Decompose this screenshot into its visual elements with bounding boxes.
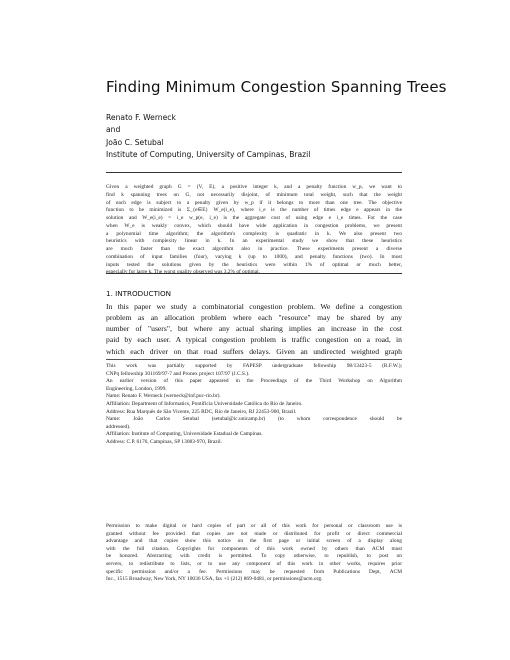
author-name: João C. Setubal (106, 137, 164, 147)
footnote-line: Affiliation: Institute of Computing, Universidade Estadual de Campinas. (106, 431, 263, 438)
abstract (106, 184, 402, 277)
permission-line: specific permission and/or a fee. Permissions may be requested from Publications Dept, ACM (106, 568, 402, 575)
permission-line: with the full citation. Copyrights for components of this work owned by others than ACM must (106, 545, 402, 552)
intro-line: In this paper we study a combinatorial congestion problem. We define a congestion (106, 302, 402, 311)
abstract-line: Given a weighted graph G = (V, E), a positive integer k, and a penalty function w_p, we want to (106, 184, 402, 190)
intro-line: which each driver on that road suffers delays. Given an undirected weighted graph (106, 346, 402, 356)
abstract-line: of each edge is subject to a penalty given by w_p if it belongs to more than one tree. The objective (106, 199, 402, 206)
abstract-bottom-rule (106, 273, 402, 274)
abstract-line: heuristics with complexity linear in k. In an experimental study we show that these heuristics (106, 238, 402, 245)
footnote-line: Address: Rua Marquês de São Vicente, 225 RDC, Rio de Janeiro, RJ 22453-900, Brazil. (106, 408, 297, 415)
footnote-line: Name: João Carlos Setubal (setubal@ic.unicamp.br) (to whom correspondence should be (106, 416, 402, 423)
permission-line: be honored. Abstracting with credit is permitted. To copy otherwise, to republish, to post on (106, 553, 402, 560)
footnote-line: CNPq fellowship 301169/97-7 and Pronex project 107/97 (J.C.S.). (106, 370, 250, 377)
abstract-line: find k spanning trees on G, not necessarily disjoint, of minimum total weight, such that the weight (106, 191, 402, 198)
abstract-line: are much faster than the exact algorithm also in practice. These experiments present a diverse (106, 246, 402, 252)
footnote-rule (106, 359, 402, 360)
abstract-line: solution and W_e(i_e) = i_e w_p(e, i_e) is the aggregate cost of using edge e i_e times. For the case (106, 215, 402, 221)
intro-line: number of "users", but where any actual sharing implies an increase in the cost (106, 324, 402, 334)
introduction-text (106, 301, 402, 357)
abstract-line: function to be minimized is Σ_{e∈E} W_e(i_e), where i_e is the number of times edge e appears in the (106, 207, 402, 214)
author-block (106, 112, 310, 162)
permission-line: Inc., 1515 Broadway, New York, NY 10036 USA, fax +1 (212) 869-0481, or permissions@acm.org. (106, 576, 323, 583)
abstract-line: inputs tested the solutions given by the heuristics were within 1% of optimal or much better, (106, 261, 402, 268)
footnote-line: An earlier version of this paper appeared in the Proceedings of the Third Workshop on Algorithm (106, 378, 402, 385)
footnote-line: Engineering, London, 1999. (106, 385, 167, 392)
permission-line: Permission to make digital or hard copies of part or all of this work for personal or classroom use is (106, 523, 402, 529)
abstract-line: especially for large k. The worst quality observed was 3.2% of optimal. (106, 269, 260, 276)
footnote-line: Affiliation: Department of Informatics, Pontifícia Universidade Católica do Rio de Janeiro. (106, 400, 303, 407)
author-name: Renato F. Werneck (106, 113, 176, 122)
intro-line: paid by each user. A typical congestion problem is traffic congestion on a road, in (106, 335, 402, 345)
author-conjunction: and (106, 125, 121, 135)
abstract-line: when W_e is weakly convex, which should have wide application in congestion problems, we present (106, 222, 402, 229)
abstract-top-rule (106, 172, 402, 173)
footnote-line: This work was partially supported by FAPESP undergraduate fellowship 98/13423-5 (R.F.W.); (106, 363, 402, 369)
permission-notice (106, 523, 402, 584)
intro-line: problem as an allocation problem where each "resource" may be shared by any (106, 313, 402, 323)
abstract-line: a polynomial time algorithm; the algorithm's complexity is quadratic in k. We also present two (106, 230, 402, 237)
permission-line: granted without fee provided that copies are not made or distributed for profit or direct commercial (106, 530, 402, 537)
footnote-line: Name: Renato F. Werneck (werneck@inf.puc-rio.br). (106, 393, 221, 400)
footnotes (106, 363, 402, 447)
footnote-line: Address: C.P. 6176, Campinas, SP 13083-970, Brazil. (106, 438, 222, 445)
section-heading: 1. INTRODUCTION (106, 289, 172, 298)
abstract-line: combination of input families (four), varying k (up to 1000), and penalty functions (two). In most (106, 253, 402, 260)
footnote-line: addressed). (106, 423, 131, 430)
permission-line: advantage and that copies show this notice on the first page or initial screen of a display along (106, 538, 402, 545)
author-institution: Institute of Computing, University of Campinas, Brazil (106, 150, 311, 160)
paper-title: Finding Minimum Congestion Spanning Trees (106, 78, 447, 96)
permission-line: servers, to redistribute to lists, or to use any component of this work in other works, requires prior (106, 560, 402, 567)
